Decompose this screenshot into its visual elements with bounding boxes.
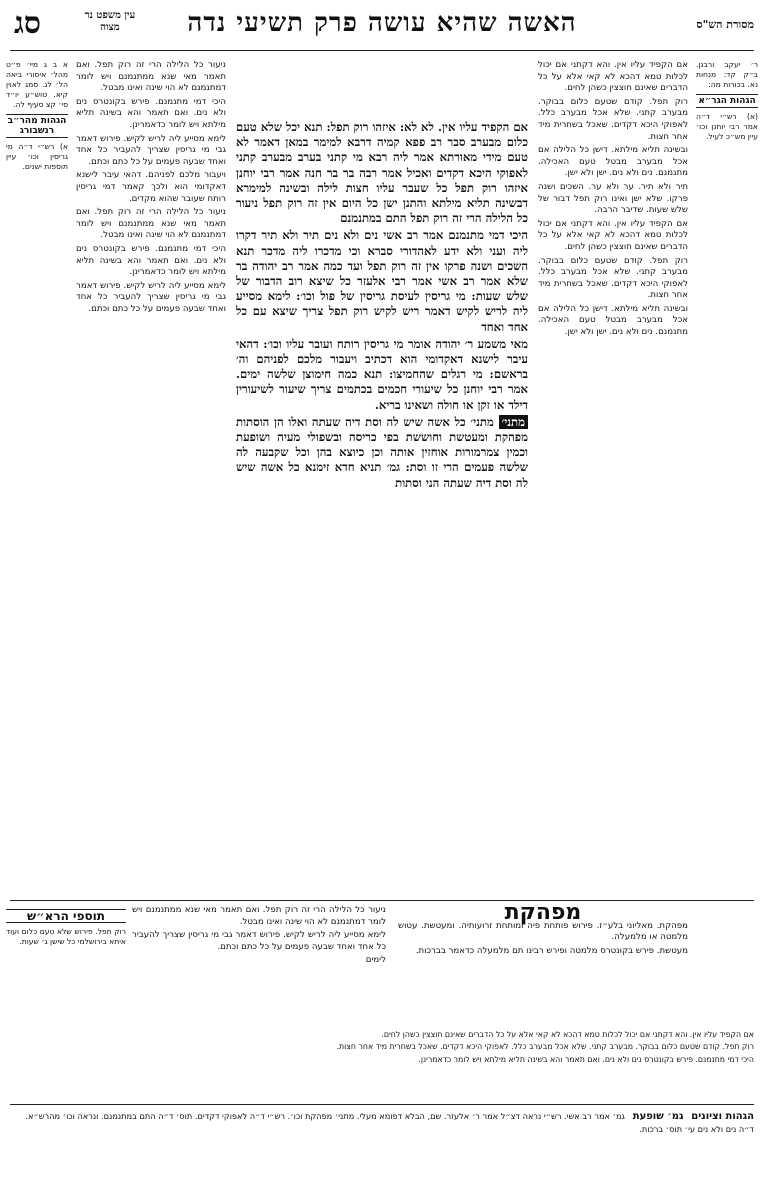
- gra-label: הגהות הגר״א: [696, 94, 758, 108]
- lower-rashi: [398, 905, 688, 1025]
- hagahot-text: א) רש״י ד״ה מי גריסין וכו׳ עיין תוספות ישנים.: [6, 142, 68, 171]
- footer-label: הגהות וציונים: [691, 1111, 754, 1122]
- tosafot-paragraph: ניעור כל הלילה הרי זה רוק תפל. ואם תאמר מאי שנא ממתנמנם ויש לומר דמתנמנם לא הוי שינה ואינו מבטל.: [76, 207, 226, 241]
- gemara-paragraph: מאי משמע ר׳ יהודה אומר מי גריסין רותח ועובר עליו וכו׳: דהאי עיבר לישנא דאקדומי הוא דכתיב ויעבור מלכם לפניהם וה׳ בראשם: מי רגלים שהחמיצו: תנא כמה חימוצן שלשה ימים. אמר רבי יוחנן כל שיעורי חכמים בכתמים צריך שיעור לשיעורין דילד או זקן או חולה ושאינו בריא.: [236, 336, 528, 412]
- footer-label-2: גמ׳ שופעת: [632, 1111, 684, 1122]
- left-margin-notes: א ב ג מיי׳ פ״ט מהל׳ איסורי ביאה הל׳ לג. סמג לאוין קיא. טוש״ע יו״ד סי׳ קצ סעיף לה.: [6, 60, 68, 109]
- header-rule: [10, 50, 754, 51]
- footer: [10, 1110, 754, 1135]
- lower-commentary-text: אם הקפיד עליו אין. והא דקתני אם יכול לכלות טמא דהכא לא קאי אלא על כל הדברים שאינם חוצצין כשהן לחים.: [381, 1030, 754, 1039]
- rashi-column: [538, 60, 688, 890]
- lower-commentary-text: רוק תפל. קודם שטעם כלום בבוקר. מבערב קתני. שלא אכל מבערב כלל. לאפוקי היכא דקדים. שאכל בשחרית מיד אחר חצות.: [336, 1042, 754, 1052]
- footer-rule: [10, 1104, 754, 1105]
- left-margin: [6, 60, 68, 640]
- gra-text: (א) רש״י ד״ה אמר רבי יוחנן וכו׳ עיין מש״כ לעיל.: [696, 112, 758, 141]
- right-header-tag: מסורת הש"ס: [696, 18, 754, 31]
- tosafot-paragraph: לימא מסייע ליה לריש לקיש. פירוש דאמר גבי מי גריסין שצריך להעביר כל אחד ואחד שבעה פעמים על כל כתם וכתם.: [76, 133, 226, 167]
- lower-tail: לימים: [365, 955, 386, 966]
- rosh-text: רוק תפל. פירוש שלא טעם כלום ועוד איתא בירושלמי כל שישן ג׳ שעות.: [6, 927, 126, 946]
- gemara-column: [236, 120, 528, 890]
- rashi-paragraph: אם הקפיד עליו אין. והא דקתני אם יכול לכלות טמא דהכא לא קאי אלא על כל הדברים שאינם חוצצין כשהן לחים.: [538, 60, 688, 94]
- rashi-paragraph: ובשינה תליא מילתא. דישן כל הלילה אם אכל מבערב מבטל טעם האכילה. מתנמנם. נים ולא נים. ישן ולא ישן.: [538, 303, 688, 338]
- hagahot-label: הגהות מהר״ב רנשבורג: [7, 116, 67, 136]
- rashi-paragraph: רוק תפל. קודם שטעם כלום בבוקר. מבערב קתני. שלא אכל מבערב כלל. לאפוקי היכא דקדים. שאכל בשחרית מיד אחר חצות.: [538, 255, 688, 301]
- lower-rule: [10, 900, 754, 901]
- lower-tosafot: [132, 905, 386, 1025]
- right-margin-notes: ר׳ יעקב ורבנן. ב״ק קד: מנחות נא. בכורות מה:: [696, 60, 758, 89]
- dibbur-hamatchil: מפהקת: [504, 905, 582, 925]
- gemara-paragraph: היכי דמי מתנמנם אמר רב אשי נים ולא נים תיר ולא תיר דקרו ליה ועני ולא ידע לאהדורי סברא וכי מדכרו ליה מדכר תנא השכים ושנה פרקו אין זה רוק תפל ועד כמה אמר רב יהודה בר שלא אמר רב אשי אמר רבי אלעזר כל שיצא רוב הדבור של שלש שעות: מי גריסין לעיסת גריסין של פול וכו׳: לימא מסייע ליה לריש לקיש דאמר ריש לקיש רוק תפל צריך שיצא עם כל אחד ואחד: [236, 228, 528, 334]
- tosafot-paragraph: היכי דמי מתנמנם. פירש בקונטרס נים ולא נים. ואם תאמר והא בשינה תליא מילתא ויש לומר כדאמרינן.: [76, 96, 226, 130]
- lower-tosafot-text: ניעור כל הלילה הרי זה רוק תפל. ואם תאמר מאי שנא ממתנמנם ויש לומר דמתנמנם לא הוי שינה ואינו מבטל.: [132, 905, 386, 927]
- rashi-paragraph: תיר ולא תיר. ער ולא ער. השכים ושנה פרקו. שלא ישן ואינו רוק תפל דבור של שלש שעות. שדיבר הרבה.: [538, 181, 688, 216]
- right-margin: [696, 60, 758, 540]
- rosh-box: [6, 905, 126, 1025]
- footer-text: גמ׳ אמר רב אשי. רש״י נראה דצ״ל אמר ר׳ אלעזר. שם, הבלא דפומא מעלי. מתני׳ מפהקת וכו׳. רש״י ד״ה לאפוקי דקדים. תוס׳ ד״ה התם במתנמנם. ונראה וכו׳ מהרש״א. ד״ה נים ולא נים עי׳ תוס׳ ברכות.: [25, 1111, 754, 1134]
- left-header-tag: עין משפט נר מצוה: [84, 10, 136, 33]
- page-header: [10, 6, 754, 48]
- tosafot-paragraph: ויעבור מלכם לפניהם. דהאי עיבר לישנא דאקדומי הוא ולכך קאמר דמי גריסין רותח שעובר שהוא מקדים.: [76, 170, 226, 204]
- rosh-label: תוספי הרא״ש: [6, 909, 126, 923]
- page-title: האשה שהיא עושה פרק תשיעי נדה: [187, 8, 577, 38]
- tosafot-paragraph: לימא מסייע ליה לריש לקיש. פירוש דאמר גבי מי גריסין שצריך להעביר כל אחד ואחד שבעה פעמים על כל כתם וכתם.: [76, 280, 226, 314]
- rashi-paragraph: רוק תפל. קודם שטעם כלום בבוקר. מבערב קתני. שלא אכל מבערב כלל. לאפוקי היכא דקדים. שאכל בשחרית מיד אחר חצות.: [538, 96, 688, 142]
- daf-number: סג: [14, 6, 41, 41]
- lower-rashi-text: מעטשת. פירש בקונטרס מלמטה ופירש רבינו תם מלמעלה כדאמר בברכות.: [415, 945, 688, 956]
- rashi-paragraph: אם הקפיד עליו אין. והא דקתני אם יכול לכלות טמא דהכא לא קאי אלא על כל הדברים שאינם חוצצין כשהן לחים.: [538, 218, 688, 252]
- rashi-paragraph: ובשינה תליא מילתא. דישן כל הלילה אם אכל מבערב מבטל טעם האכילה. מתנמנם. נים ולא נים. ישן ולא ישן.: [538, 145, 688, 179]
- lower-commentary: [10, 1030, 754, 1100]
- mishnah-marker: מתני׳: [499, 415, 528, 429]
- lower-commentary-text: היכי דמי מתנמנם. פירש בקונטרס נים ולא נים. ואם תאמר והא בשינה תליא מילתא ויש לומר כדאמרינן.: [418, 1054, 754, 1064]
- lower-rashi-text: מפהקת. מאליוני בלע״ז. פירוש פותחת פיה ומותחת זרועותיה. ומעטשת. עטוש מלמטה או מלמעלה.: [398, 920, 688, 943]
- lower-tosafot-text: לימא מסייע ליה לריש לקיש. פירוש דאמר גבי מי גריסין שצריך להעביר כל אחד ואחד שבעה פעמים על כל כתם וכתם.: [132, 930, 386, 952]
- gemara-paragraph: אם הקפיד עליו אין. לא לא: איזהו רוק תפל: תנא יכל שלא טעם כלום מבערב סבר רב פפא קמיה דרבא למימר במאן דאמר לא טעם מידי מאורתא אמר ליה רבא מי קתני בערב מבערב קתני לאפוקי היכא דקדים ואכיל אמר רבה בר בר חנה אמר רבי יוחנן איזהו רוק תפל כל שעבר עליו חצות לילה ובשינה למימרא דבשינה תליא מילתא והתנן ישן כל היום אין זה רוק תפל ניעור כל הלילה הרי זה רוק תפל התם במתנמנם: [236, 120, 528, 226]
- tosafot-paragraph: היכי דמי מתנמנם. פירש בקונטרס נים ולא נים. ואם תאמר והא בשינה תליא מילתא ויש לומר כדאמרינן.: [76, 243, 226, 278]
- tosafot-paragraph: ניעור כל הלילה הרי זה רוק תפל. ואם תאמר מאי שנא ממתנמנם ויש לומר דמתנמנם לא הוי שינה ואינו מבטל.: [76, 60, 226, 94]
- tosafot-column: [76, 60, 226, 890]
- mishnah-paragraph: [236, 415, 528, 491]
- mishnah-text: מתני׳ כל אשה שיש לה וסת דיה שעתה ואלו הן הוסתות מפהקת ומעטשת וחוששת בפי כריסה ובשפולי מעיה ושופעת וכמין צמרמורות אוחזין אותה וכן כיוצא בהן וכל שקבעה לה שלשה פעמים הרי זו וסת: גמ׳ תניא חדא זימנא כל אשה שיש לה וסת דיה שעתה הני וסתות: [236, 414, 528, 490]
